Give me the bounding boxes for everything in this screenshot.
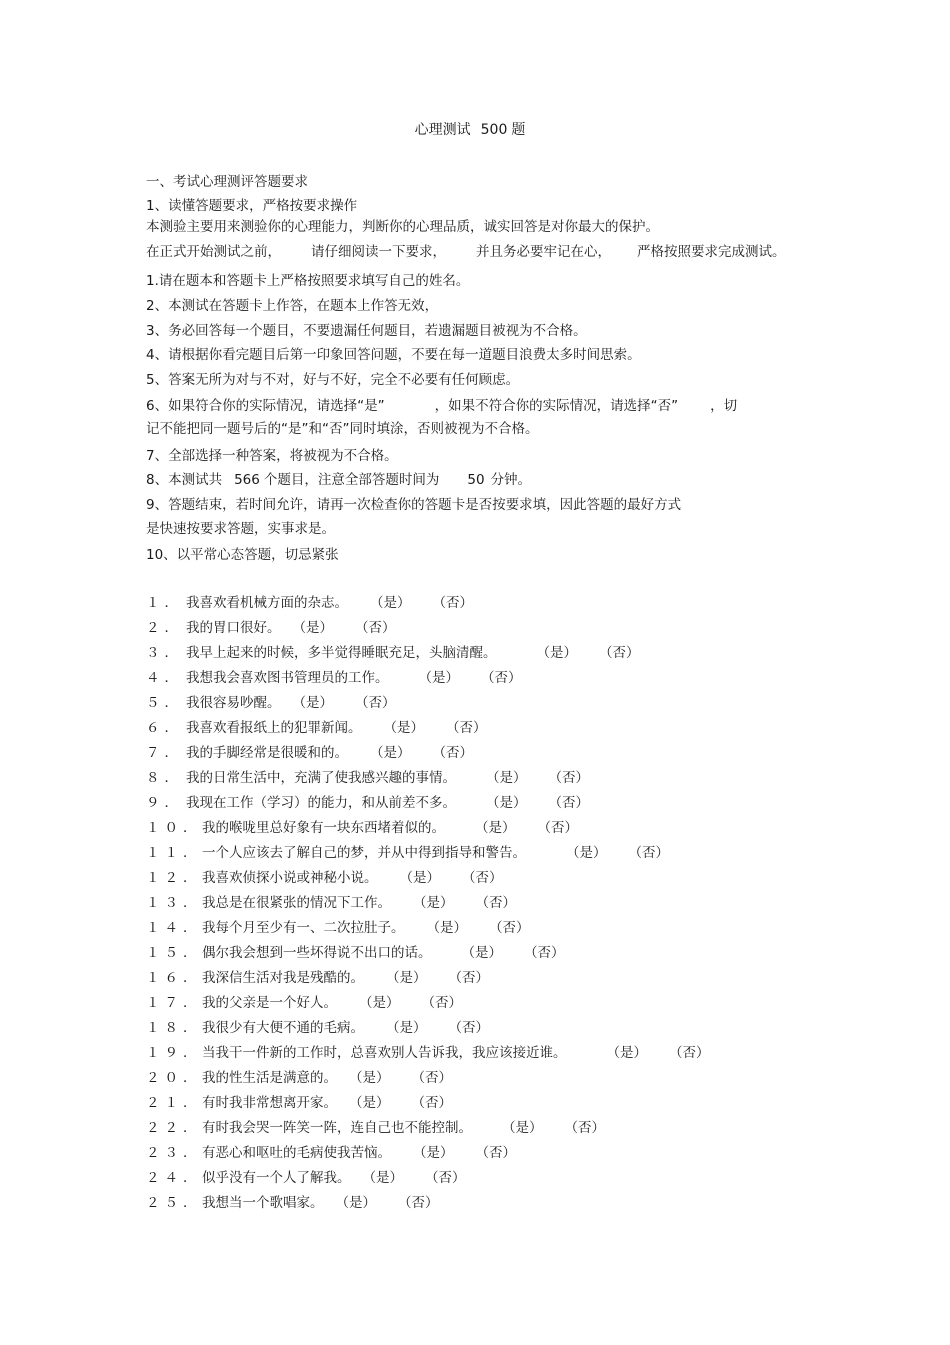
question-row [146, 1044, 710, 1062]
question-row [146, 644, 640, 662]
no-option[interactable]: （否） [411, 1070, 452, 1086]
no-option[interactable]: （否） [475, 895, 516, 911]
question-number: ７． [146, 745, 183, 761]
question-text: 我的性生活是满意的。 [202, 1070, 337, 1086]
question-number: １２． [146, 870, 202, 886]
instruction-line-11: 7、全部选择一种答案，将被视为不合格。 [146, 448, 398, 464]
instruction-3d: 严格按照要求完成测试。 [637, 244, 786, 260]
yes-option[interactable]: （是） [486, 795, 527, 811]
question-number: ５． [146, 695, 183, 711]
page-title [0, 119, 950, 139]
yes-option[interactable]: （是） [292, 620, 333, 636]
yes-option[interactable]: （是） [536, 645, 577, 661]
yes-option[interactable]: （是） [370, 745, 411, 761]
question-text: 我每个月至少有一、二次拉肚子。 [202, 920, 405, 936]
question-text: 似乎没有一个人了解我。 [202, 1170, 351, 1186]
instruction-line-6: 3、务必回答每一个题目，不要遗漏任何题目，若遗漏题目被视为不合格。 [146, 323, 587, 339]
question-number: ２３． [146, 1145, 202, 1161]
question-number: １． [146, 595, 183, 611]
question-text: 有恶心和呕吐的毛病使我苦恼。 [202, 1145, 391, 1161]
question-text: 有时我会哭一阵笑一阵，连自己也不能控制。 [202, 1120, 472, 1136]
no-option[interactable]: （否） [564, 1120, 605, 1136]
yes-option[interactable]: （是） [383, 720, 424, 736]
question-number: １０． [146, 820, 202, 836]
instruction-line-5: 2、本测试在答题卡上作答，在题本上作答无效， [146, 298, 439, 314]
yes-option[interactable]: （是） [418, 670, 459, 686]
no-option[interactable]: （否） [421, 995, 462, 1011]
title-main: 心理测试 [414, 122, 471, 138]
question-text: 偶尔我会想到一些坏得说不出口的话。 [202, 945, 432, 961]
question-number: ３． [146, 645, 183, 661]
question-text: 有时我非常想离开家。 [202, 1095, 337, 1111]
instruction-line-14: 是快速按要求答题，实事求是。 [146, 521, 335, 537]
instruction-line-15: 10、以平常心态答题，切忌紧张 [146, 547, 339, 563]
question-row [146, 1194, 439, 1212]
question-row [146, 869, 503, 887]
instruction-12e: 分钟。 [490, 472, 532, 488]
instruction-line-4: 1.请在题本和答题卡上严格按照要求填写自己的姓名。 [146, 273, 470, 289]
no-option[interactable]: （否） [489, 920, 530, 936]
yes-option[interactable]: （是） [370, 595, 411, 611]
question-row [146, 919, 530, 937]
no-option[interactable]: （否） [355, 695, 396, 711]
no-option[interactable]: （否） [425, 1170, 466, 1186]
yes-option[interactable]: （是） [386, 1020, 427, 1036]
question-number: ２４． [146, 1170, 202, 1186]
question-number: １１． [146, 845, 202, 861]
question-row [146, 819, 578, 837]
question-number: ４． [146, 670, 183, 686]
no-option[interactable]: （否） [432, 595, 473, 611]
question-row [146, 994, 462, 1012]
question-text: 我喜欢看机械方面的杂志。 [186, 595, 348, 611]
no-option[interactable]: （否） [448, 970, 489, 986]
no-option[interactable]: （否） [599, 645, 640, 661]
question-row [146, 719, 487, 737]
instruction-line-10: 记不能把同一题号后的“是”和“否”同时填涂，否则被视为不合格。 [146, 421, 539, 437]
no-option[interactable]: （否） [475, 1145, 516, 1161]
question-text: 我想我会喜欢图书管理员的工作。 [186, 670, 389, 686]
question-number: １６． [146, 970, 202, 986]
yes-option[interactable]: （是） [362, 1170, 403, 1186]
yes-option[interactable]: （是） [349, 1070, 390, 1086]
yes-option[interactable]: （是） [399, 870, 440, 886]
question-row [146, 1019, 489, 1037]
question-number: １５． [146, 945, 202, 961]
no-option[interactable]: （否） [462, 870, 503, 886]
yes-option[interactable]: （是） [502, 1120, 543, 1136]
question-row [146, 1119, 605, 1137]
question-text: 我深信生活对我是残酷的。 [202, 970, 364, 986]
question-number: １８． [146, 1020, 202, 1036]
question-row [146, 669, 522, 687]
yes-option[interactable]: （是） [413, 1145, 454, 1161]
question-row [146, 1169, 466, 1187]
question-text: 我现在工作（学习）的能力，和从前差不多。 [186, 795, 456, 811]
instruction-3c: 并且务必要牢记在心， [476, 244, 611, 260]
yes-option[interactable]: （是） [486, 770, 527, 786]
title-count: 500 [480, 122, 508, 138]
question-text: 我的喉咙里总好象有一块东西堵着似的。 [202, 820, 445, 836]
question-row [146, 944, 565, 962]
question-text: 我的手脚经常是很暖和的。 [186, 745, 348, 761]
yes-option[interactable]: （是） [386, 970, 427, 986]
question-text: 我喜欢侦探小说或神秘小说。 [202, 870, 378, 886]
instruction-line-3 [146, 243, 786, 261]
no-option[interactable]: （否） [524, 945, 565, 961]
instruction-line-9 [146, 397, 737, 415]
yes-option[interactable]: （是） [359, 995, 400, 1011]
yes-option[interactable]: （是） [475, 820, 516, 836]
question-text: 我的日常生活中，充满了使我感兴趣的事情。 [186, 770, 456, 786]
question-row [146, 694, 396, 712]
question-number: ２５． [146, 1195, 202, 1211]
instruction-12c: 个题目，注意全部答题时间为 [263, 472, 440, 488]
question-row [146, 594, 473, 612]
instruction-line-1: 1、读懂答题要求，严格按要求操作 [146, 198, 358, 214]
no-option[interactable]: （否） [398, 1195, 439, 1211]
instruction-line-13: 9、答题结束，若时间允许，请再一次检查你的答题卡是否按要求填，因此答题的最好方式 [146, 497, 682, 513]
question-text: 我的胃口很好。 [186, 620, 281, 636]
no-option[interactable]: （否） [669, 1045, 710, 1061]
section-heading: 一、考试心理测评答题要求 [146, 174, 308, 190]
question-text: 一个人应该去了解自己的梦，并从中得到指导和警告。 [202, 845, 526, 861]
yes-option[interactable]: （是） [426, 920, 467, 936]
question-text: 我喜欢看报纸上的犯罪新闻。 [186, 720, 362, 736]
question-text: 我很少有大便不通的毛病。 [202, 1020, 364, 1036]
no-option[interactable]: （否） [481, 670, 522, 686]
yes-option[interactable]: （是） [566, 845, 607, 861]
no-option[interactable]: （否） [411, 1095, 452, 1111]
question-row [146, 744, 473, 762]
instruction-12d: 50 [467, 472, 485, 488]
yes-option[interactable]: （是） [349, 1095, 390, 1111]
question-number: ９． [146, 795, 183, 811]
no-option[interactable]: （否） [548, 770, 589, 786]
question-row [146, 1144, 516, 1162]
question-text: 我想当一个歌唱家。 [202, 1195, 324, 1211]
question-row [146, 969, 489, 987]
instruction-line-7: 4、请根据你看完题目后第一印象回答问题，不要在每一道题目浪费太多时间思索。 [146, 347, 641, 363]
question-number: ８． [146, 770, 183, 786]
yes-option[interactable]: （是） [413, 895, 454, 911]
no-option[interactable]: （否） [355, 620, 396, 636]
question-row [146, 844, 669, 862]
instruction-9c: ，切 [710, 398, 738, 414]
no-option[interactable]: （否） [548, 795, 589, 811]
question-number: １７． [146, 995, 202, 1011]
question-number: ６． [146, 720, 183, 736]
instruction-line-2: 本测验主要用来测验你的心理能力，判断你的心理品质，诚实回答是对你最大的保护。 [146, 219, 659, 235]
instruction-12b: 566 [234, 472, 260, 488]
no-option[interactable]: （否） [432, 745, 473, 761]
question-row [146, 894, 516, 912]
question-text: 我早上起来的时候，多半觉得睡眠充足，头脑清醒。 [186, 645, 497, 661]
question-row [146, 794, 589, 812]
question-number: １３． [146, 895, 202, 911]
question-row [146, 619, 396, 637]
yes-option[interactable]: （是） [292, 695, 333, 711]
instruction-9a: 6、如果符合你的实际情况，请选择“是” [146, 398, 385, 414]
title-suffix: 题 [511, 122, 526, 138]
instruction-line-8: 5、答案无所为对与不对，好与不好，完全不必要有任何顾虑。 [146, 372, 520, 388]
instruction-3b: 请仔细阅读一下要求， [311, 244, 446, 260]
question-text: 我很容易吵醒。 [186, 695, 281, 711]
instruction-12a: 8、本测试共 [146, 472, 223, 488]
instruction-line-12 [146, 471, 531, 489]
no-option[interactable]: （否） [446, 720, 487, 736]
no-option[interactable]: （否） [628, 845, 669, 861]
yes-option[interactable]: （是） [335, 1195, 376, 1211]
yes-option[interactable]: （是） [461, 945, 502, 961]
question-number: ２２． [146, 1120, 202, 1136]
no-option[interactable]: （否） [448, 1020, 489, 1036]
question-number: ２１． [146, 1095, 202, 1111]
question-number: ２０． [146, 1070, 202, 1086]
question-number: １４． [146, 920, 202, 936]
no-option[interactable]: （否） [537, 820, 578, 836]
instruction-3a: 在正式开始测试之前， [146, 244, 281, 260]
question-row [146, 1069, 452, 1087]
question-text: 我的父亲是一个好人。 [202, 995, 337, 1011]
instruction-9b: ，如果不符合你的实际情况，请选择“否” [434, 398, 679, 414]
question-number: ２． [146, 620, 183, 636]
yes-option[interactable]: （是） [606, 1045, 647, 1061]
question-row [146, 769, 589, 787]
question-row [146, 1094, 452, 1112]
question-text: 我总是在很紧张的情况下工作。 [202, 895, 391, 911]
question-text: 当我干一件新的工作时，总喜欢别人告诉我，我应该接近谁。 [202, 1045, 567, 1061]
question-number: １９． [146, 1045, 202, 1061]
